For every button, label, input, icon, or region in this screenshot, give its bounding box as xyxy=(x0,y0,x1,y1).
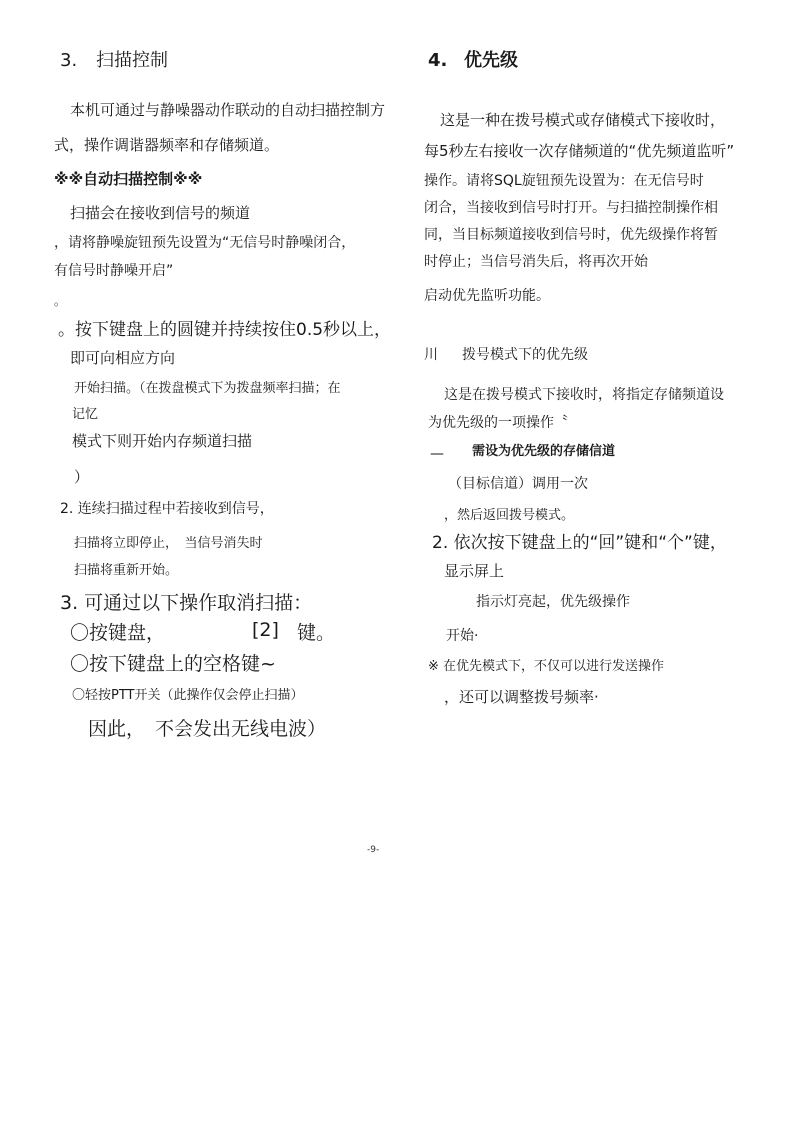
right-intro-line-4: 闭合，当接收到信号时打开。与扫描控制操作相 xyxy=(424,200,718,216)
right-sub-heading-title: 拨号模式下的优先级 xyxy=(462,347,588,363)
right-step2-line-1: 2. 依次按下键盘上的“回”键和“个”键， xyxy=(432,533,727,553)
left-para-line-2: ，请将静噪旋钮预先设置为“无信号时静噪闭合， xyxy=(54,235,356,251)
right-step1-number: — xyxy=(430,446,444,462)
right-heading-number: 4. xyxy=(428,50,448,71)
left-step3-option-1-key: [2] xyxy=(252,619,279,641)
left-intro-line-1: 本机可通过与静噪器动作联动的自动扫描控制方 xyxy=(70,101,386,119)
left-para-line-1: 扫描会在接收到信号的频道 xyxy=(70,204,251,222)
left-step2-line-1: 2. 连续扫描过程中若接收到信号， xyxy=(60,501,274,517)
left-para-line-3: 有信号时静噪开启” xyxy=(54,263,174,279)
left-step1-line-3: 开始扫描。（在拨盘模式下为拨盘频率扫描；在 xyxy=(74,381,341,396)
right-note-line-2: ，还可以调整拨号频率· xyxy=(444,688,599,706)
right-step2-line-2: 显示屏上 xyxy=(444,562,505,580)
left-step3-option-3: 〇轻按PTT开关（此操作仅会停止扫描） xyxy=(72,688,304,703)
left-step1-line-4: 记忆 xyxy=(72,407,99,422)
right-sub-para-line-1: 这是在拨号模式下接收时，将指定存储频道设 xyxy=(444,387,724,403)
right-intro-line-5: 同，当目标频道接收到信号时，优先级操作将暂 xyxy=(424,227,718,243)
left-step3-note-a: 因此， xyxy=(88,718,146,740)
left-para-line-4: 。 xyxy=(54,294,67,308)
left-step3-option-1-end: 键。 xyxy=(297,622,336,644)
left-step1-line-1: 。按下键盘上的圆键并持续按住0.5秒以上， xyxy=(58,320,392,340)
right-heading-title: 优先级 xyxy=(464,50,518,71)
right-step2-line-3: 指示灯亮起，优先级操作 xyxy=(476,594,630,610)
right-note-line-1: ※ 在优先模式下，不仅可以进行发送操作 xyxy=(428,659,665,674)
right-intro-line-1: 这是一种在拨号模式或存储模式下接收时， xyxy=(440,111,726,129)
right-intro-line-6: 时停止；当信号消失后，将再次开始 xyxy=(424,254,648,270)
left-step1-line-2: 即可向相应方向 xyxy=(70,349,176,367)
page-number: -9- xyxy=(367,845,380,855)
left-step3-option-1: 〇按键盘， xyxy=(70,622,166,644)
left-sub-heading: ※※自动扫描控制※※ xyxy=(54,170,203,188)
left-heading-title: 扫描控制 xyxy=(96,50,168,71)
left-step3-note-b: 不会发出无线电波） xyxy=(155,718,327,740)
right-step1-line-2: （目标信道）调用一次 xyxy=(448,476,588,492)
left-step3-line-1: 3. 可通过以下操作取消扫描： xyxy=(60,592,313,614)
left-step3-option-2: 〇按下键盘上的空格键~ xyxy=(70,653,276,675)
right-sub-heading-number: 川 xyxy=(424,347,438,363)
left-step2-line-3: 扫描将重新开始。 xyxy=(74,563,179,578)
right-step1-line-3: ，然后返回拨号模式。 xyxy=(444,508,575,523)
right-intro-line-7: 启动优先监听功能。 xyxy=(424,288,550,304)
right-step1-line-1: 需设为优先级的存储信道 xyxy=(472,444,616,459)
left-step1-line-5: 模式下则开始内存频道扫描 xyxy=(72,432,253,450)
right-intro-line-3: 操作。请将SQL旋钮预先设置为：在无信号时 xyxy=(424,173,704,189)
right-step2-line-4: 开始· xyxy=(446,628,479,644)
left-heading-number: 3. xyxy=(60,50,78,71)
right-intro-line-2: 每5秒左右接收一次存储频道的“优先频道监听” xyxy=(424,142,735,160)
right-sub-para-line-2: 为优先级的一项操作〝 xyxy=(428,415,568,431)
left-step2-line-2: 扫描将立即停止， 当信号消失时 xyxy=(74,536,263,551)
left-step1-line-6: ） xyxy=(74,468,90,486)
left-intro-line-2: 式，操作调谐器频率和存储频道。 xyxy=(54,136,280,154)
